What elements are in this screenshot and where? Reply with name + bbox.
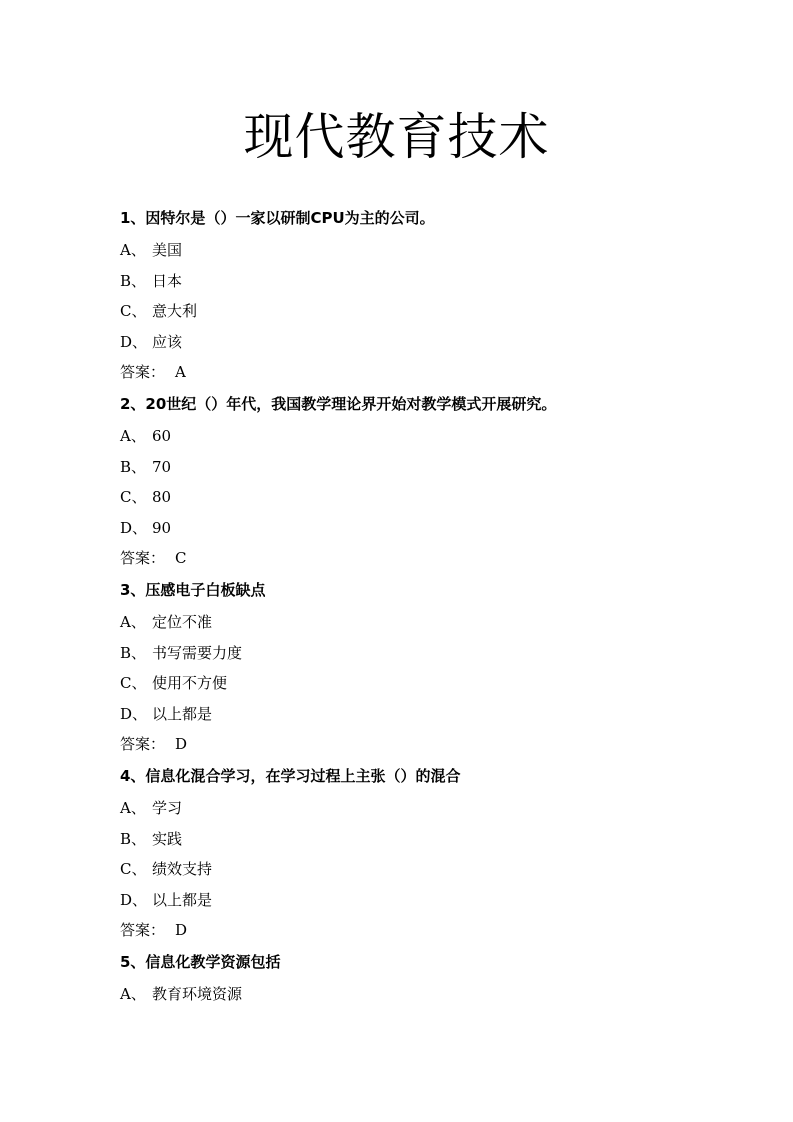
option-a bbox=[120, 235, 740, 266]
option-text: 70 bbox=[152, 457, 172, 476]
option-text: 实践 bbox=[152, 829, 183, 848]
option-text: 学习 bbox=[152, 798, 183, 817]
answer-value: D bbox=[175, 921, 188, 940]
option-letter: A、 bbox=[120, 798, 146, 817]
question-list bbox=[120, 202, 740, 1009]
option-letter: A、 bbox=[120, 241, 146, 259]
answer-line bbox=[120, 915, 740, 946]
option-d bbox=[120, 327, 740, 358]
option-text: 80 bbox=[152, 488, 172, 507]
option-text: 90 bbox=[152, 518, 172, 537]
option-letter: B、 bbox=[120, 271, 147, 290]
answer-line bbox=[120, 729, 740, 760]
answer-label: 答案： bbox=[120, 549, 166, 568]
option-c bbox=[120, 482, 740, 513]
question-stem: 4、信息化混合学习，在学习过程上主张（）的混合 bbox=[120, 766, 461, 785]
question-3 bbox=[120, 574, 740, 760]
option-a bbox=[120, 979, 740, 1010]
option-c bbox=[120, 668, 740, 699]
option-letter: A、 bbox=[120, 612, 146, 631]
question-1 bbox=[120, 202, 740, 388]
option-c bbox=[120, 296, 740, 327]
option-letter: D、 bbox=[120, 518, 148, 537]
option-text: 日本 bbox=[152, 271, 183, 290]
option-text: 使用不方便 bbox=[152, 674, 228, 693]
answer-line bbox=[120, 357, 740, 388]
option-letter: D、 bbox=[120, 332, 148, 351]
option-b bbox=[120, 824, 740, 855]
answer-label: 答案： bbox=[120, 363, 166, 382]
option-b bbox=[120, 266, 740, 297]
question-2 bbox=[120, 388, 740, 574]
option-letter: D、 bbox=[120, 704, 148, 723]
option-a bbox=[120, 421, 740, 452]
option-text: 教育环境资源 bbox=[152, 984, 243, 1003]
answer-label: 答案： bbox=[120, 921, 166, 940]
option-b bbox=[120, 638, 740, 669]
option-letter: A、 bbox=[120, 984, 146, 1003]
question-stem: 1、因特尔是（）一家以研制CPU为主的公司。 bbox=[120, 209, 435, 227]
answer-line bbox=[120, 543, 740, 574]
option-d bbox=[120, 885, 740, 916]
option-letter: B、 bbox=[120, 643, 147, 662]
option-c bbox=[120, 854, 740, 885]
question-5 bbox=[120, 946, 740, 1010]
option-text: 美国 bbox=[152, 241, 183, 259]
option-text: 书写需要力度 bbox=[152, 643, 243, 662]
option-b bbox=[120, 452, 740, 483]
option-text: 定位不准 bbox=[152, 612, 213, 631]
option-letter: C、 bbox=[120, 302, 147, 321]
question-stem: 5、信息化教学资源包括 bbox=[120, 952, 281, 971]
option-text: 以上都是 bbox=[152, 704, 213, 723]
answer-value: A bbox=[175, 363, 186, 382]
answer-value: C bbox=[175, 549, 187, 568]
option-d bbox=[120, 699, 740, 730]
option-letter: C、 bbox=[120, 860, 147, 879]
question-stem: 3、压感电子白板缺点 bbox=[120, 580, 266, 599]
option-text: 应该 bbox=[152, 332, 183, 351]
option-text: 60 bbox=[152, 426, 172, 445]
option-letter: A、 bbox=[120, 426, 146, 445]
question-4 bbox=[120, 760, 740, 946]
option-letter: D、 bbox=[120, 890, 148, 909]
option-d bbox=[120, 513, 740, 544]
question-stem: 2、20世纪（）年代，我国教学理论界开始对教学模式开展研究。 bbox=[120, 394, 557, 413]
option-letter: B、 bbox=[120, 829, 147, 848]
option-text: 意大利 bbox=[152, 302, 198, 321]
answer-value: D bbox=[175, 735, 188, 754]
answer-label: 答案： bbox=[120, 735, 166, 754]
option-letter: B、 bbox=[120, 457, 147, 476]
option-a bbox=[120, 607, 740, 638]
option-letter: C、 bbox=[120, 674, 147, 693]
page-title: 现代教育技术 bbox=[243, 108, 550, 166]
option-a bbox=[120, 793, 740, 824]
option-text: 绩效支持 bbox=[152, 860, 213, 879]
option-letter: C、 bbox=[120, 488, 147, 507]
option-text: 以上都是 bbox=[152, 890, 213, 909]
